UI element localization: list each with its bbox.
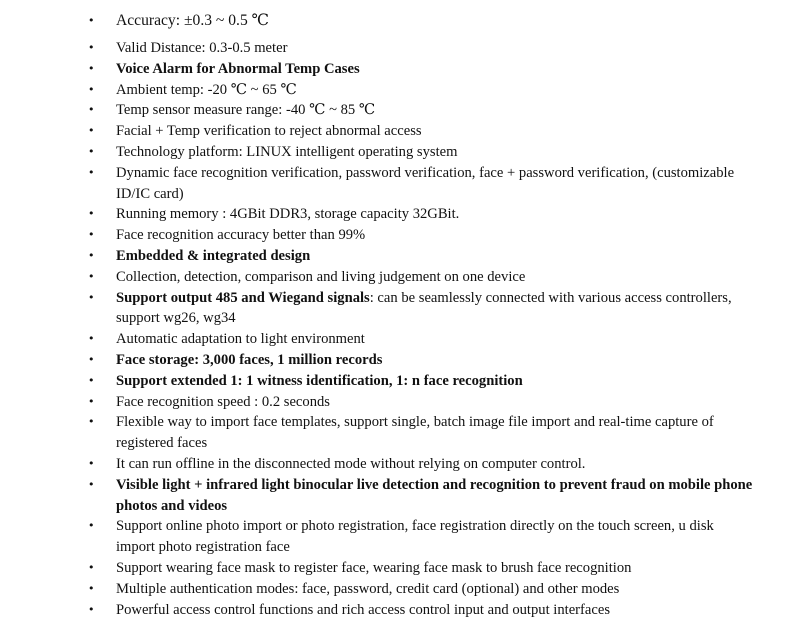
item-text: Collection, detection, comparison and living judgement on one device bbox=[116, 268, 526, 285]
item-text: Flexible way to import face templates, support single, batch image file import and real-time capture of registered faces bbox=[116, 414, 714, 452]
list-item bbox=[0, 600, 795, 621]
item-text: Valid Distance: 0.3-0.5 meter bbox=[116, 40, 288, 56]
list-item bbox=[0, 80, 795, 101]
item-text: : can be seamlessly connected with various access controllers, support wg26, wg34 bbox=[116, 289, 732, 327]
bullet-icon: • bbox=[88, 124, 95, 138]
list-item bbox=[0, 59, 795, 80]
bullet-icon: • bbox=[88, 228, 95, 242]
item-text: Automatic adaptation to light environment bbox=[116, 331, 365, 348]
bullet-icon: • bbox=[88, 14, 95, 27]
item-text: It can run offline in the disconnected mode without relying on computer control. bbox=[116, 455, 586, 472]
item-bold-text: Voice Alarm for Abnormal Temp Cases bbox=[116, 60, 360, 77]
list-item bbox=[0, 516, 795, 558]
bullet-icon: • bbox=[88, 269, 95, 283]
bullet-icon: • bbox=[88, 560, 95, 574]
item-text: Facial + Temp verification to reject abnormal access bbox=[116, 123, 422, 140]
item-text: Face recognition accuracy better than 99% bbox=[116, 227, 366, 244]
item-text: Face recognition speed : 0.2 seconds bbox=[116, 393, 330, 410]
item-bold-text: Support extended 1: 1 witness identification, 1: n face recognition bbox=[116, 372, 523, 389]
list-item bbox=[0, 579, 795, 600]
bullet-icon: • bbox=[88, 602, 95, 616]
list-item bbox=[0, 350, 795, 371]
item-text: Support wearing face mask to register face, wearing face mask to brush face recognition bbox=[116, 559, 632, 576]
list-item bbox=[0, 412, 795, 454]
list-item bbox=[0, 225, 795, 246]
item-text: Technology platform: LINUX intelligent operating system bbox=[116, 143, 458, 160]
list-item bbox=[0, 121, 795, 142]
item-text: Powerful access control functions and rich access control input and output interfaces bbox=[116, 601, 610, 618]
bullet-icon: • bbox=[88, 519, 95, 533]
list-item bbox=[0, 100, 795, 121]
list-item bbox=[0, 392, 795, 413]
item-text: Support online photo import or photo registration, face registration directly on the touch screen, u disk import photo registration face bbox=[116, 518, 714, 556]
bullet-icon: • bbox=[88, 290, 95, 304]
list-item bbox=[0, 10, 795, 32]
bullet-icon: • bbox=[88, 41, 95, 54]
bullet-icon: • bbox=[88, 477, 95, 491]
bullet-icon: • bbox=[88, 581, 95, 595]
bullet-icon: • bbox=[88, 332, 95, 346]
item-text: Multiple authentication modes: face, password, credit card (optional) and other modes bbox=[116, 580, 620, 597]
item-text: Temp sensor measure range: -40 ℃ ~ 85 ℃ bbox=[116, 102, 376, 119]
list-item bbox=[0, 163, 795, 205]
bullet-icon: • bbox=[88, 248, 95, 262]
item-text: Ambient temp: -20 ℃ ~ 65 ℃ bbox=[116, 81, 297, 98]
list-item bbox=[0, 288, 795, 330]
bullet-icon: • bbox=[88, 165, 95, 179]
list-item bbox=[0, 267, 795, 288]
bullet-icon: • bbox=[88, 352, 95, 366]
bullet-icon: • bbox=[88, 373, 95, 387]
list-item bbox=[0, 371, 795, 392]
list-item bbox=[0, 558, 795, 579]
item-bold-text: Support output 485 and Wiegand signals bbox=[116, 289, 370, 306]
item-text: Accuracy: ±0.3 ~ 0.5 ℃ bbox=[116, 12, 270, 29]
item-text: Dynamic face recognition verification, password verification, face + password verification, (customizable ID/IC card) bbox=[116, 164, 735, 202]
bullet-icon: • bbox=[88, 394, 95, 408]
list-item bbox=[0, 475, 795, 517]
list-item bbox=[0, 246, 795, 267]
bullet-icon: • bbox=[88, 103, 95, 117]
spec-bullet-list bbox=[0, 10, 795, 620]
list-item bbox=[0, 329, 795, 350]
bullet-icon: • bbox=[88, 82, 95, 96]
bullet-icon: • bbox=[88, 456, 95, 470]
list-item bbox=[0, 204, 795, 225]
item-text: Running memory : 4GBit DDR3, storage capacity 32GBit. bbox=[116, 206, 460, 223]
item-bold-text: Visible light + infrared light binocular live detection and recognition to prevent fraud on mobile phone photos and videos bbox=[116, 476, 753, 514]
bullet-icon: • bbox=[88, 207, 95, 221]
bullet-icon: • bbox=[88, 415, 95, 429]
list-item bbox=[0, 142, 795, 163]
bullet-icon: • bbox=[88, 61, 95, 75]
item-bold-text: Face storage: 3,000 faces, 1 million records bbox=[116, 351, 383, 368]
item-bold-text: Embedded & integrated design bbox=[116, 247, 311, 264]
list-item bbox=[0, 454, 795, 475]
list-item bbox=[0, 38, 795, 59]
bullet-icon: • bbox=[88, 144, 95, 158]
